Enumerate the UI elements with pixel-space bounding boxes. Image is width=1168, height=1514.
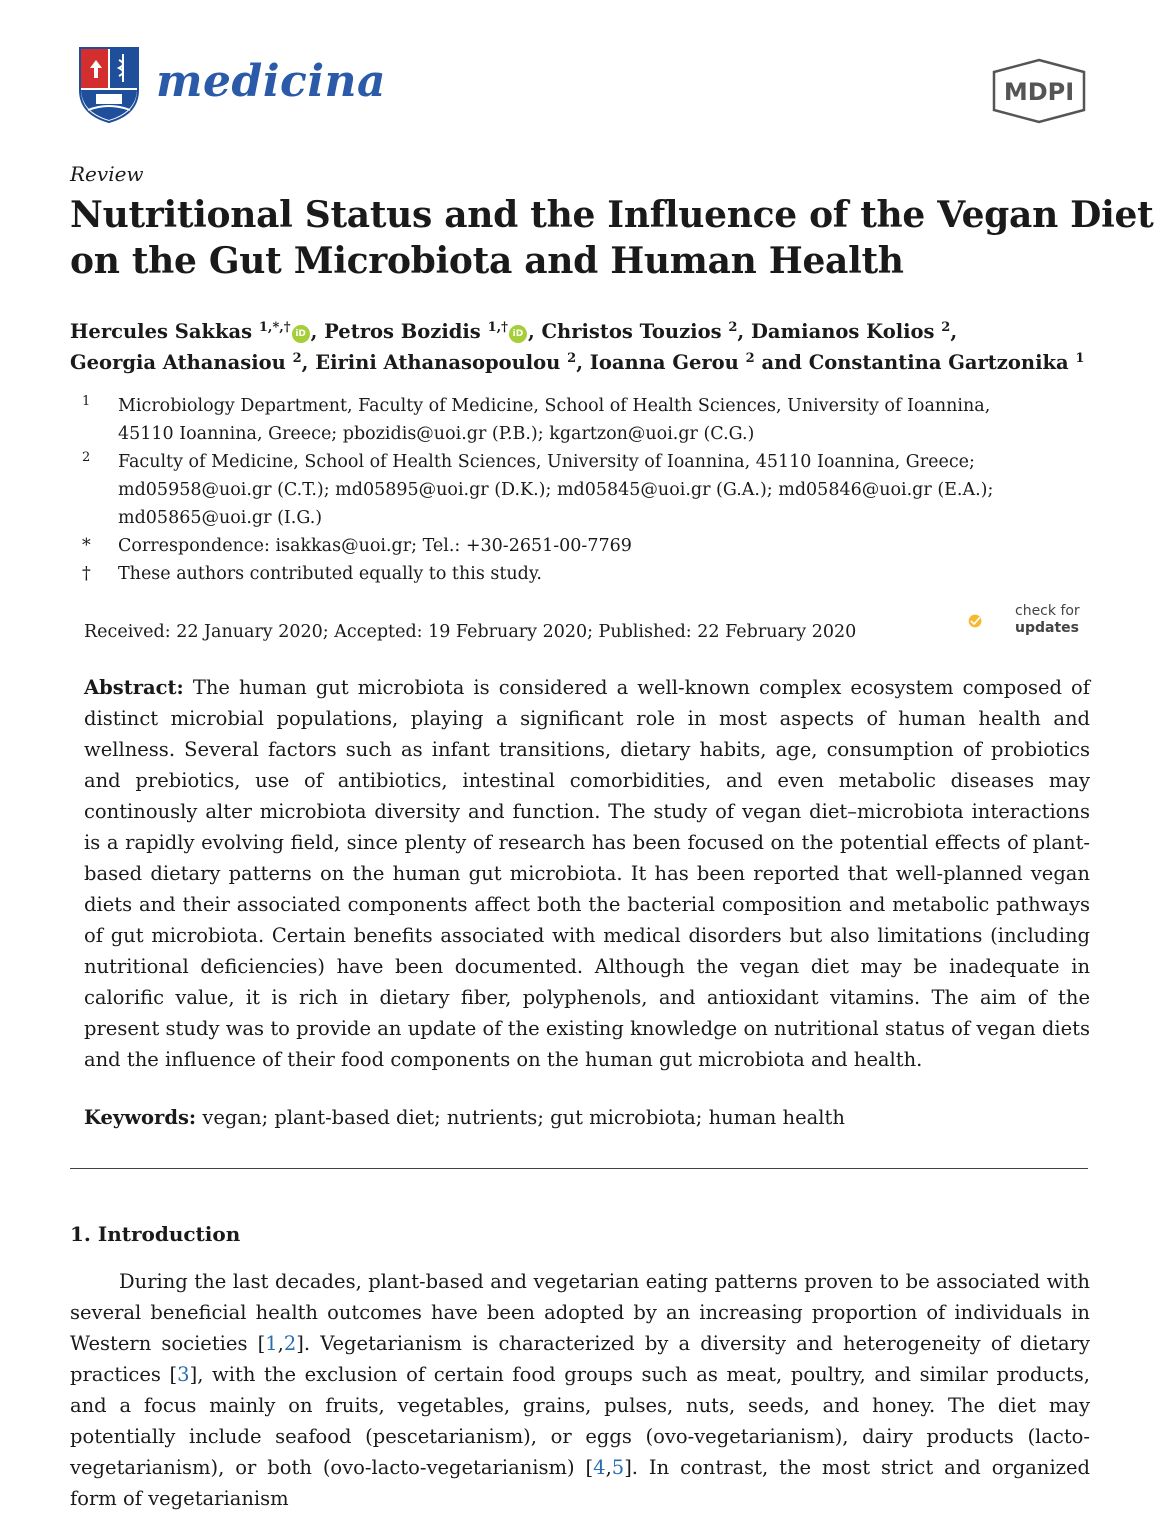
orcid-icon[interactable]: iD	[292, 325, 310, 343]
author-affiliation-mark: 1	[1075, 351, 1085, 366]
body-text: ]. In contrast, the most strict and organized form of vegetarianism	[70, 1456, 1090, 1510]
citation-link[interactable]: 4	[593, 1456, 606, 1479]
orcid-icon[interactable]: iD	[509, 325, 527, 343]
body-text: During the last decades, plant-based and vegetarian eating patterns proven to be associated with several beneficial health outcomes have been adopted by an increasing proportion of individuals in Western societies [	[70, 1270, 1090, 1355]
body-text: ], with the exclusion of certain food groups such as meat, poultry, and similar products, and a focus mainly on fruits, vegetables, grains, pulses, nuts, seeds, and honey. The diet may potentially include seafood (pescetarianism), or eggs (ovo-vegetarianism), dairy products (lacto-vegetarianism), or both (ovo-lacto-vegetarianism) [	[70, 1363, 1091, 1479]
affiliation-line: Microbiology Department, Faculty of Medicine, School of Health Sciences, University of Ioannina,	[118, 396, 991, 416]
affiliation-line: 45110 Ioannina, Greece; pbozidis@uoi.gr (P.B.); kgartzon@uoi.gr (C.G.)	[118, 424, 755, 444]
correspondence-mark: *	[82, 536, 91, 556]
equal-contribution-mark: †	[82, 564, 91, 584]
body-text: ]. Vegetarianism is characterized by a diversity and heterogeneity of dietary practices [	[70, 1332, 1090, 1386]
check-for-updates-line1: check for	[1015, 603, 1080, 619]
author-name: Christos Touzios	[541, 320, 722, 343]
citation-link[interactable]: 5	[611, 1456, 625, 1479]
keywords-text: vegan; plant-based diet; nutrients; gut microbiota; human health	[202, 1106, 845, 1129]
author-affiliation-mark: 1,*,†	[258, 320, 291, 335]
author-affiliation-mark: 1,†	[487, 320, 508, 335]
section-divider	[70, 1168, 1088, 1169]
author-affiliation-mark: 2	[567, 351, 577, 366]
article-type: Review	[70, 162, 144, 186]
body-text: ,	[277, 1332, 284, 1355]
body-text: ,	[605, 1456, 612, 1479]
correspondence-item	[82, 532, 1092, 560]
publication-dates: Received: 22 January 2020; Accepted: 19 February 2020; Published: 22 February 2020	[84, 622, 857, 642]
affiliation-mark: 2	[82, 450, 91, 465]
affiliation-item	[82, 448, 1092, 532]
equal-contribution-line: These authors contributed equally to this study.	[118, 564, 542, 584]
affiliations	[82, 392, 1092, 588]
correspondence-line: Correspondence: isakkas@uoi.gr; Tel.: +30-2651-00-7769	[118, 536, 632, 556]
affiliation-line: md05958@uoi.gr (C.T.); md05895@uoi.gr (D.K.); md05845@uoi.gr (G.A.); md05846@uoi.gr (E.A.);	[118, 480, 994, 500]
title-line: Nutritional Status and the Influence of the Vegan Diet	[70, 194, 1154, 236]
abstract-text: The human gut microbiota is considered a well-known complex ecosystem composed of distinct microbial populations, playing a significant role in most aspects of human health and wellness. Several factors such as infant transitions, dietary habits, age, consumption of probiotics and prebiotics, use of antibiotics, intestinal comorbidities, and even metabolic diseases may continously alter microbiota diversity and function. The study of vegan diet–microbiota interactions is a rapidly evolving field, since plenty of research has been focused on the potential effects of plant-based dietary patterns on the human gut microbiota. It has been reported that well-planned vegan diets and their associated components affect both the bacterial composition and metabolic pathways of gut microbiota. Certain benefits associated with medical disorders but also limitations (including nutritional deficiencies) have been documented. Although the vegan diet may be inadequate in calorific value, it is rich in dietary fiber, polyphenols, and antioxidant vitamins. The aim of the present study was to provide an update of the existing knowledge on nutritional status of vegan diets and the influence of their food components on the human gut microbiota and health.	[84, 676, 1090, 1071]
mdpi-logo-text: MDPI	[1003, 78, 1075, 106]
author-name: Petros Bozidis	[324, 320, 481, 343]
affiliation-line: md05865@uoi.gr (I.G.)	[118, 508, 323, 528]
section-heading: 1. Introduction	[70, 1222, 241, 1246]
author-affiliation-mark: 2	[941, 320, 951, 335]
citation-link[interactable]: 1	[265, 1332, 278, 1355]
author-name: Georgia Athanasiou	[70, 351, 286, 374]
citation-link[interactable]: 3	[177, 1363, 190, 1386]
check-for-updates-badge[interactable]	[1015, 603, 1080, 637]
affiliation-item	[82, 392, 1092, 448]
author-name: Ioanna Gerou	[589, 351, 739, 374]
introduction-paragraph	[70, 1266, 1090, 1514]
keywords	[84, 1102, 1090, 1133]
journal-name: medicina	[156, 56, 387, 107]
author-affiliation-mark: 2	[292, 351, 302, 366]
author-name: Hercules Sakkas	[70, 320, 253, 343]
mdpi-logo	[990, 58, 1088, 124]
paper-title	[70, 192, 1154, 284]
abstract	[84, 672, 1090, 1075]
author-affiliation-mark: 2	[728, 320, 738, 335]
check-for-updates-line2: updates	[1015, 620, 1079, 636]
affiliation-line: Faculty of Medicine, School of Health Sciences, University of Ioannina, 45110 Ioannina, Greece;	[118, 452, 975, 472]
citation-link[interactable]: 2	[283, 1332, 297, 1355]
abstract-label: Abstract:	[84, 676, 184, 699]
author-name: Constantina Gartzonika	[808, 351, 1069, 374]
check-for-updates-icon[interactable]	[968, 600, 1010, 642]
keywords-label: Keywords:	[84, 1106, 197, 1129]
author-affiliation-mark: 2	[745, 351, 755, 366]
title-line: on the Gut Microbiota and Human Health	[70, 240, 904, 282]
journal-logo	[78, 46, 140, 124]
equal-contribution-item	[82, 560, 1092, 588]
author-name: Eirini Athanasopoulou	[315, 351, 561, 374]
author-list: Hercules Sakkas $^{1,*,\dagger}$ iD , Petros Bozidis $^{1,\dagger}$ iD , Christos Touzios $^2$, Damianos Kolios $^2$, Georgia Athanasiou $^2$, Eirini Athanasopoulou $^2$, Ioanna Gerou $^2$ and Constantina Gartzonika $^1$	[70, 320, 1085, 374]
author-name: Damianos Kolios	[751, 320, 935, 343]
affiliation-mark: 1	[82, 394, 91, 409]
